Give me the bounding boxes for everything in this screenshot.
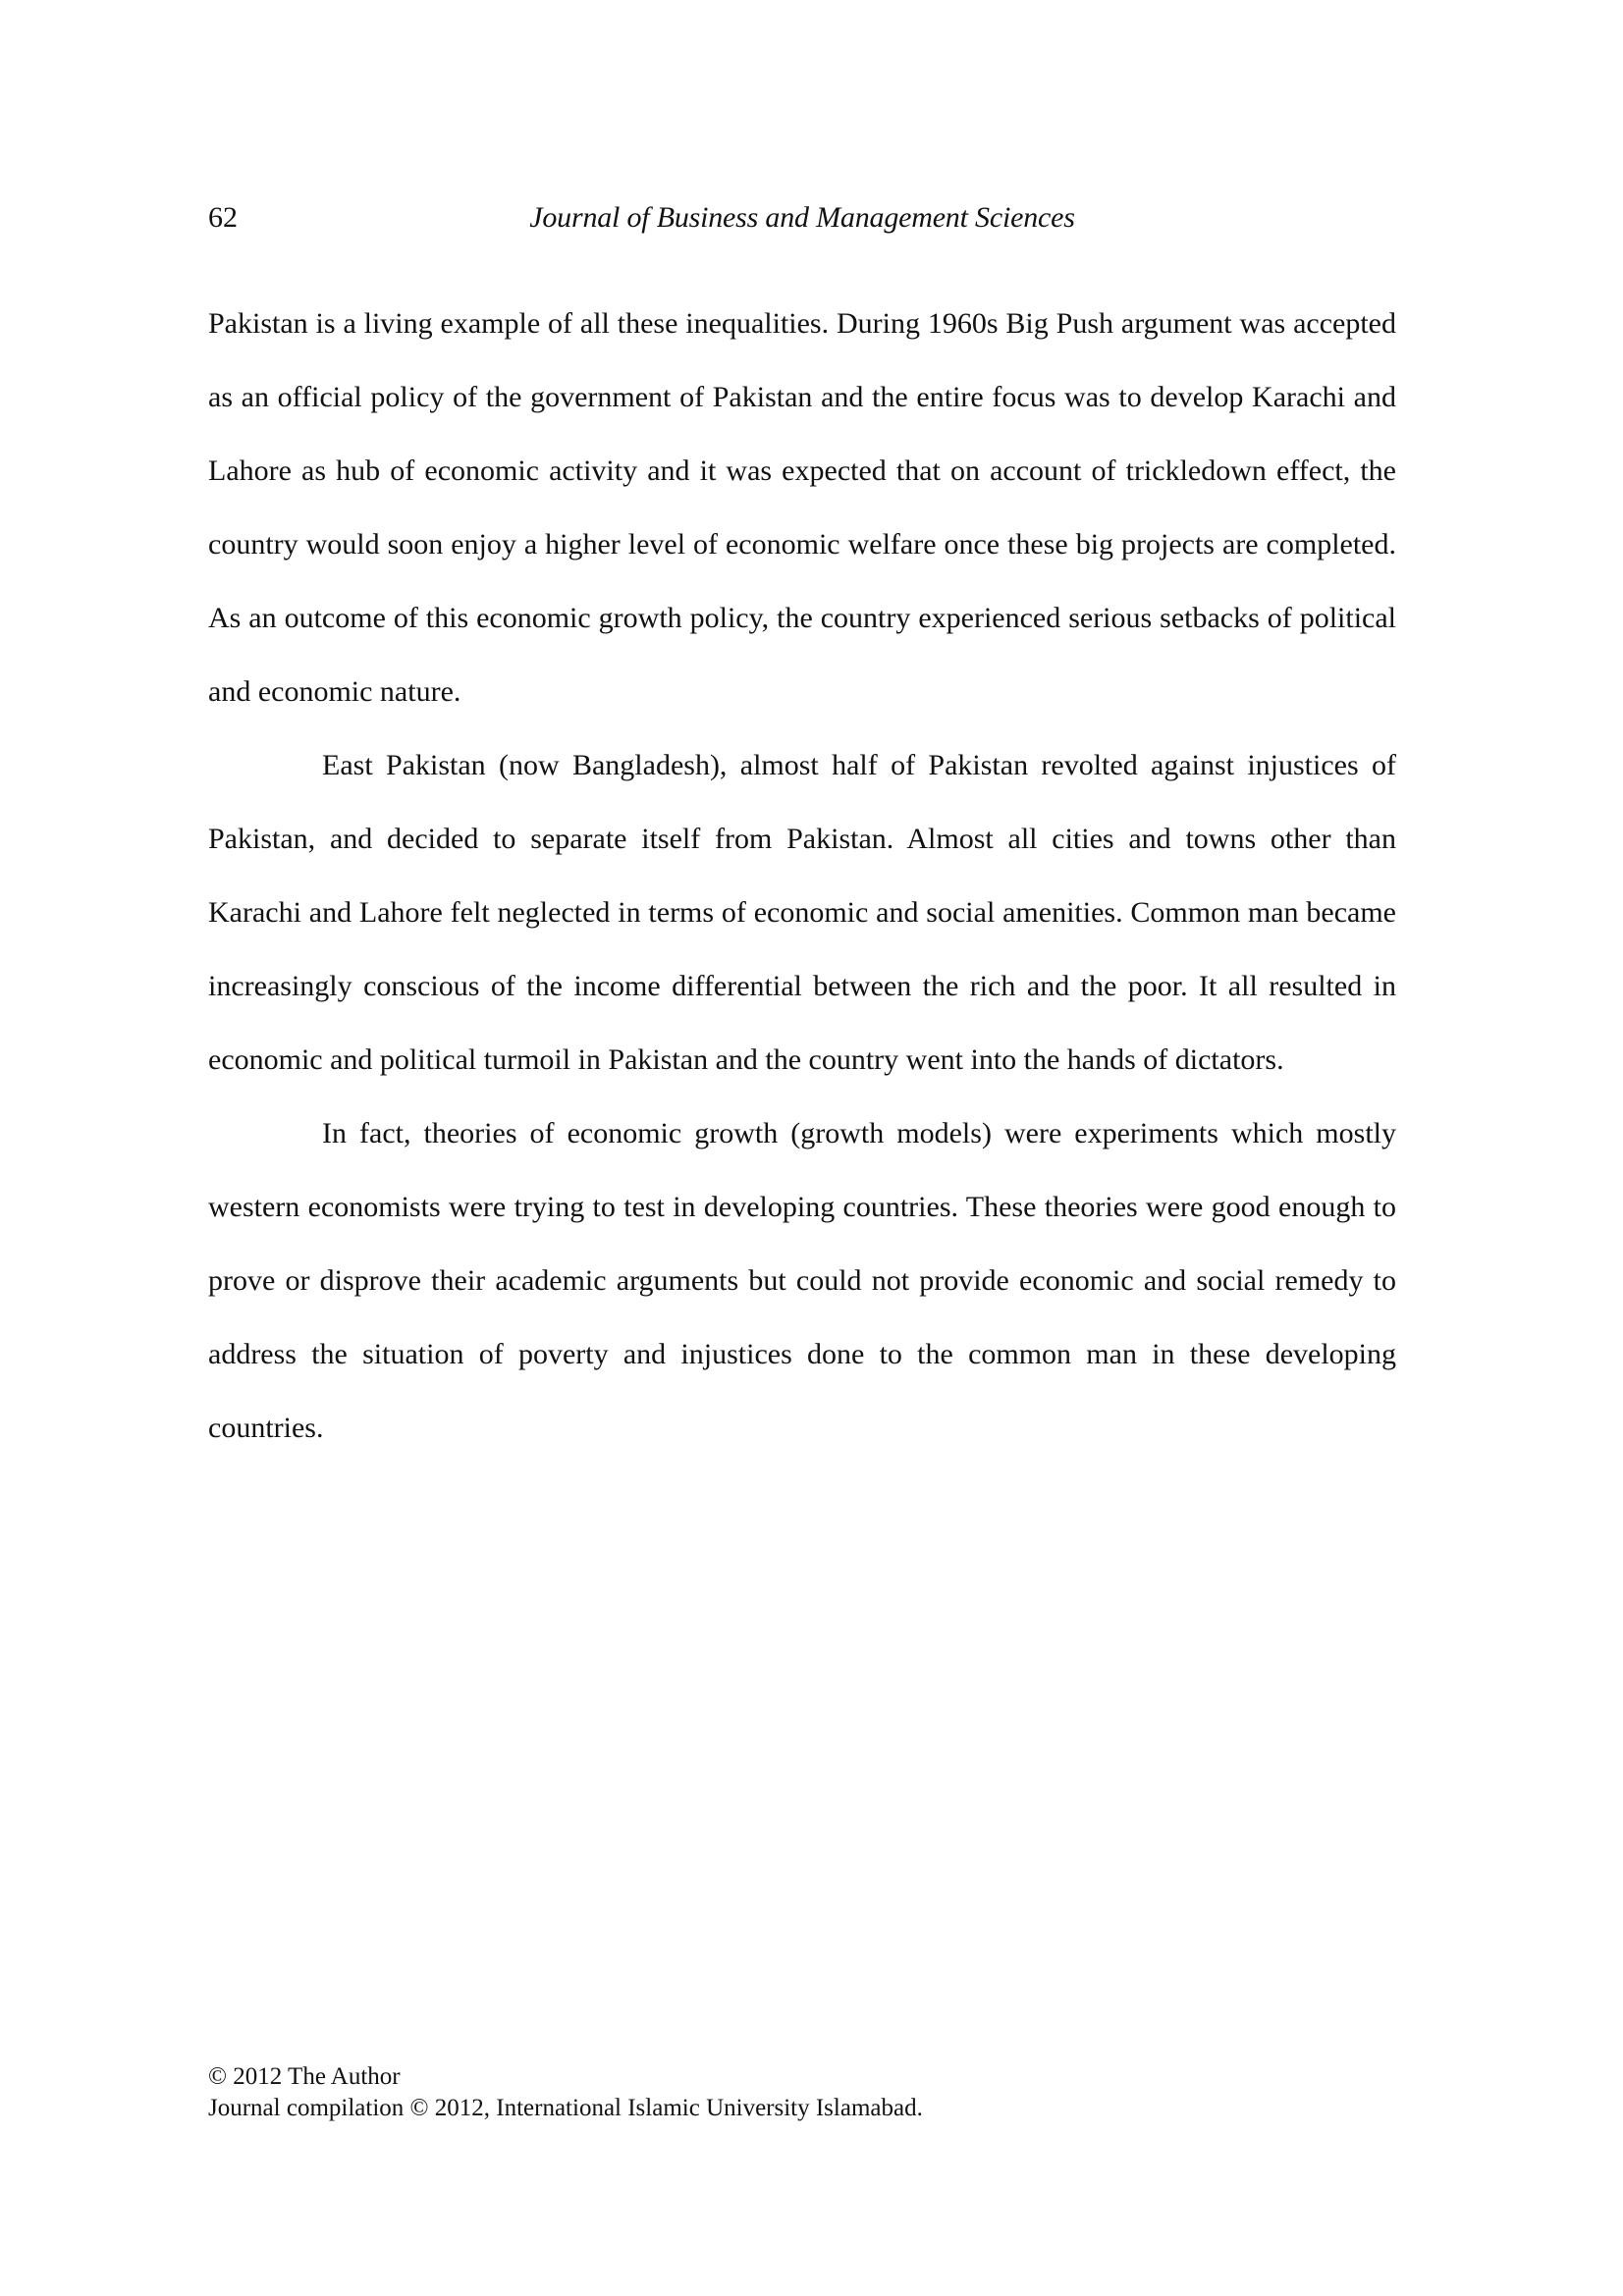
journal-compilation-line: Journal compilation © 2012, International Islamic University Islamabad.	[208, 2095, 923, 2121]
paragraph-2: East Pakistan (now Bangladesh), almost half of Pakistan revolted against injustices of Pakistan, and decided to separate itself from Pakistan. Almost all cities and towns other than Karachi and Lahore felt neglected in terms of economic and social amenities. Common man became increasingly conscious of the income differential between the rich and the poor. It all resulted in economic and political turmoil in Pakistan and the country went into the hands of dictators.	[208, 749, 1396, 1076]
page-footer	[208, 2061, 1396, 2124]
paragraph-1: Pakistan is a living example of all these inequalities. During 1960s Big Push argument was accepted as an official policy of the government of Pakistan and the entire focus was to develop Karachi and Lahore as hub of economic activity and it was expected that on account of trickledown effect, the country would soon enjoy a higher level of economic welfare once these big projects are completed. As an outcome of this economic growth policy, the country experienced serious setbacks of political and economic nature.	[208, 307, 1396, 708]
running-head-journal-title: Journal of Business and Management Sciences	[529, 201, 1075, 234]
body-text	[208, 287, 1396, 1465]
copyright-line: © 2012 The Author	[208, 2063, 401, 2090]
page-header	[208, 196, 1396, 240]
paragraph-3: In fact, theories of economic growth (growth models) were experiments which mostly western economists were trying to test in developing countries. These theories were good enough to prove or disprove their academic arguments but could not provide economic and social remedy to address the situation of poverty and injustices done to the common man in these developing countries.	[208, 1117, 1396, 1444]
page-number: 62	[208, 201, 238, 234]
